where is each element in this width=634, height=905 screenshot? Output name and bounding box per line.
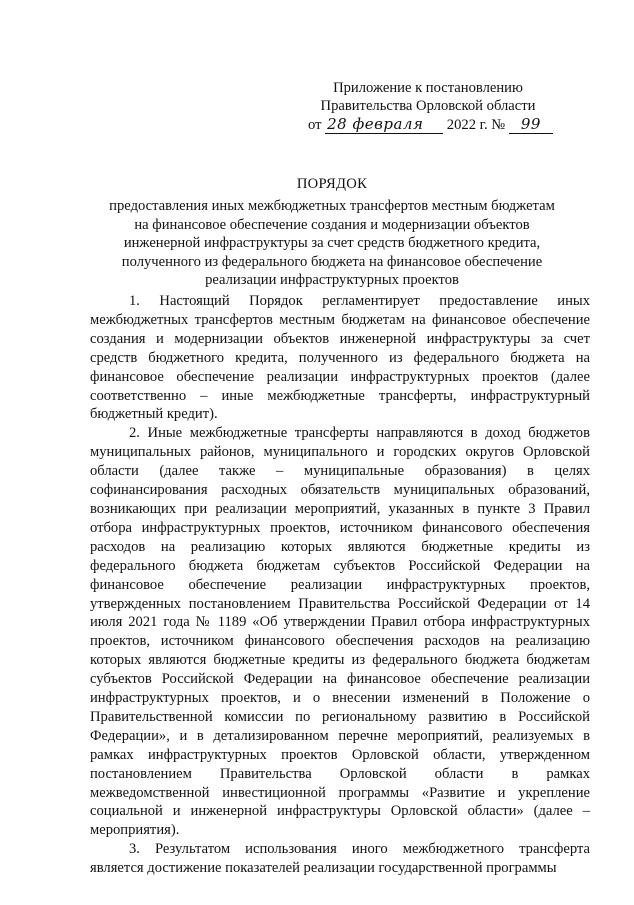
subtitle-line: на финансовое обеспечение создания и модернизации объектов — [134, 216, 530, 233]
subtitle-line: реализации инфраструктурных проектов — [205, 272, 459, 289]
header-line-1: Приложение к постановлению — [333, 80, 523, 96]
header-date-line — [308, 115, 548, 134]
paragraph-2: 2. Иные межбюджетные трансферты направляются в доход бюджетов муниципальных районов, муниципального и городских округов Орловской области (далее также – муниципальные образования) в целях софинансирования расходных обязательств муниципальных образований, возникающих при реализации мероприятий, указанных в пункте 3 Правил отбора инфраструктурных проектов, источником финансового обеспечения расходов на реализацию которых являются бюджетные кредиты из федерального бюджета бюджетам субъектов Российской Федерации на финансовое обеспечение реализации инфраструктурных проектов, утвержденных постановлением Правительства Российской Федерации от 14 июля 2021 года № 1189 «Об утверждении Правил отбора инфраструктурных проектов, источником финансового обеспечения расходов на реализацию которых являются бюджетные кредиты из федерального бюджета бюджетам субъектов Российской Федерации на финансовое обеспечение реализации инфраструктурных проектов, и о внесении изменений в Положение о Правительственной комиссии по региональному развитию в Российской Федерации», и в детализированном перечне мероприятий, реализуемых в рамках инфраструктурных проектов Орловской области, утвержденном постановлением Правительства Орловской области в рамках межведомственной инвестиционной программы «Развитие и укрепление социальной и инженерной инфраструктуры Орловской области» (далее – мероприятия). — [90, 425, 590, 839]
header-line-2: Правительства Орловской области — [320, 98, 536, 114]
date-prefix: от — [308, 117, 322, 133]
subtitle-line: инженерной инфраструктуры за счет средств бюджетного кредита, — [123, 235, 541, 252]
appendix-header — [308, 79, 548, 134]
handwritten-date: 28 февраля — [325, 115, 443, 134]
document-title: ПОРЯДОК — [296, 176, 368, 192]
paragraph-3: 3. Результатом использования иного межбюджетного трансферта является достижение показателей реализации государственной программы — [90, 841, 590, 877]
handwritten-number: 99 — [509, 115, 553, 134]
year-text: 2022 г. № — [446, 117, 506, 133]
title-block — [72, 175, 592, 289]
subtitle-line: полученного из федерального бюджета на финансовое обеспечение — [121, 253, 543, 270]
document-body — [90, 292, 590, 878]
paragraph-1: 1. Настоящий Порядок регламентирует предоставление иных межбюджетных трансфертов местным бюджетам на финансовое обеспечение создания и модернизации объектов инженерной инфраструктуры за счет средств бюджетного кредита, полученного из федерального бюджета на финансовое обеспечение реализации инфраструктурных проектов (далее соответственно – иные межбюджетные трансферты, инфраструктурный бюджетный кредит). — [90, 293, 590, 423]
subtitle-line: предоставления иных межбюджетных трансфертов местным бюджетам — [109, 198, 555, 215]
